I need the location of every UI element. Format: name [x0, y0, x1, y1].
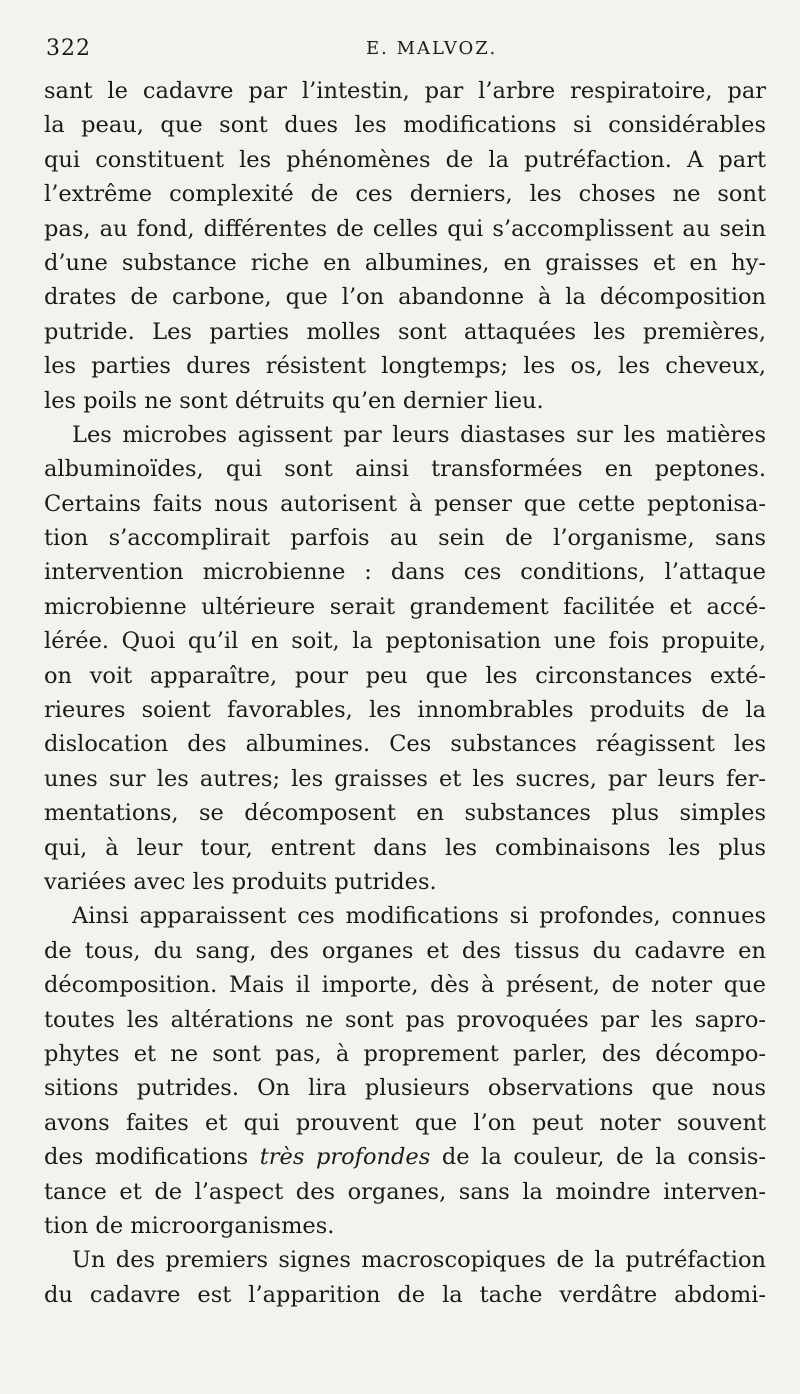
text-line: dislocation des albumines. Ces substances réagissent les	[44, 731, 766, 758]
text-line: d’une substance riche en albumines, en graisses et en hy-	[44, 249, 766, 276]
text-line: tion de microorganismes.	[44, 1212, 335, 1239]
text-line: mentations, se décomposent en substances plus simples	[44, 800, 766, 827]
text-line: sant le cadavre par l’intestin, par l’arbre respiratoire, par	[44, 78, 766, 104]
running-head: E. MALVOZ.	[366, 38, 498, 59]
text-line: unes sur les autres; les graisses et les sucres, par leurs fer-	[44, 765, 766, 792]
text-line: les poils ne sont détruits qu’en dernier lieu.	[44, 387, 544, 414]
text-line: du cadavre est l’apparition de la tache verdâtre abdomi-	[44, 1281, 766, 1308]
body-text	[44, 74, 766, 1312]
text-line: rieures soient favorables, les innombrables produits de la	[44, 697, 766, 724]
text-line: microbienne ultérieure serait grandement facilitée et accé-	[44, 593, 766, 620]
text-line: l’extrême complexité de ces derniers, les choses ne sont	[44, 181, 766, 208]
text-line: variées avec les produits putrides.	[44, 868, 437, 895]
page-header	[46, 36, 786, 66]
text-line: avons faites et qui prouvent que l’on peut noter souvent	[44, 1109, 766, 1136]
paragraph-start-line: Ainsi apparaissent ces modifications si profondes, connues	[72, 903, 766, 930]
text-line: tion s’accomplirait parfois au sein de l’organisme, sans	[44, 525, 766, 552]
text-line: toutes les altérations ne sont pas provoquées par les sapro-	[44, 1006, 766, 1033]
paragraph-start-line: Les microbes agissent par leurs diastases sur les matières	[72, 421, 766, 448]
text-line: sitions putrides. On lira plusieurs observations que nous	[44, 1075, 766, 1102]
text-line: décomposition. Mais il importe, dès à présent, de noter que	[44, 972, 766, 999]
text-line: on voit apparaître, pour peu que les circonstances exté-	[44, 662, 766, 689]
emphasis-text: très profondes	[259, 1144, 431, 1171]
text-line: pas, au fond, différentes de celles qui s’accomplissent au sein	[44, 215, 766, 242]
text-line: phytes et ne sont pas, à proprement parler, des décompo-	[44, 1040, 766, 1067]
text-line: qui, à leur tour, entrent dans les combinaisons les plus	[44, 834, 766, 861]
text-line: de tous, du sang, des organes et des tissus du cadavre en	[44, 937, 766, 964]
text-line: putride. Les parties molles sont attaquées les premières,	[44, 318, 766, 345]
text-line: intervention microbienne : dans ces conditions, l’attaque	[44, 559, 766, 586]
text-line: drates de carbone, que l’on abandonne à la décomposition	[44, 284, 766, 311]
text-line: lérée. Quoi qu’il en soit, la peptonisation une fois propuite,	[44, 628, 766, 655]
line-suffix: de la couleur, de la consis-	[441, 1144, 766, 1171]
text-line: Certains faits nous autorisent à penser que cette peptonisa-	[44, 490, 766, 517]
text-line: les parties dures résistent longtemps; les os, les cheveux,	[44, 353, 766, 380]
page-number: 322	[46, 36, 91, 61]
line-prefix: des modifications	[44, 1144, 260, 1171]
paragraph-start-line: Un des premiers signes macroscopiques de la putréfaction	[72, 1247, 766, 1274]
text-line-with-emphasis	[44, 1140, 766, 1174]
text-line: albuminoïdes, qui sont ainsi transformées en peptones.	[44, 456, 766, 483]
text-line: la peau, que sont dues les modifications si considérables	[44, 112, 766, 139]
text-line: qui constituent les phénomènes de la putréfaction. A part	[44, 146, 766, 173]
text-line: tance et de l’aspect des organes, sans la moindre interven-	[44, 1178, 766, 1205]
